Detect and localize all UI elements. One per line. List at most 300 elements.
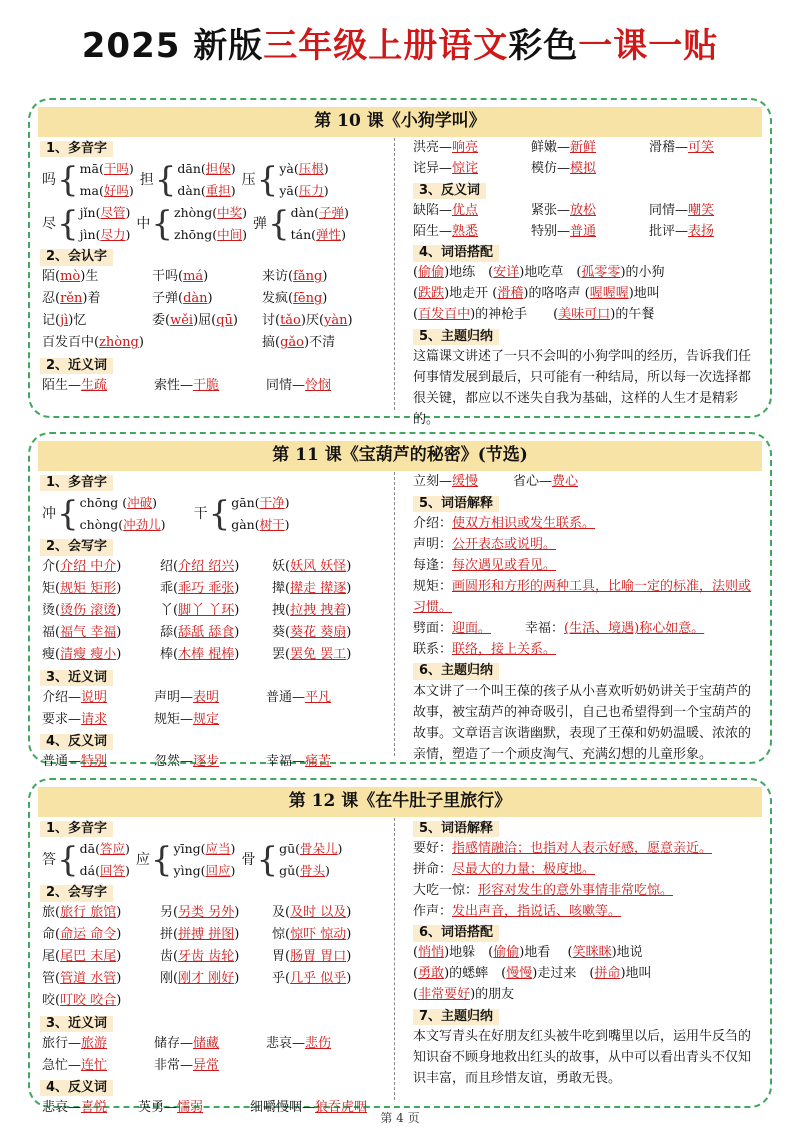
term: 拼命： bbox=[413, 862, 453, 878]
answer-word: 喜悦 bbox=[81, 1099, 108, 1115]
answer-word: 懦弱 bbox=[177, 1099, 204, 1115]
definition: 指感情融洽；也指对人表示好感，愿意亲近。 bbox=[452, 841, 713, 857]
definition: 联络，接上关系。 bbox=[452, 642, 557, 658]
pinyin: ma( bbox=[79, 183, 104, 199]
paren: ) bbox=[160, 517, 166, 533]
answer-word: yàn bbox=[324, 313, 348, 329]
answer-word: 狼吞虎咽 bbox=[315, 1099, 368, 1115]
poly-char: 压 bbox=[241, 171, 256, 188]
example-word: 尽力 bbox=[100, 227, 126, 243]
page-title bbox=[0, 0, 800, 92]
paren: ) bbox=[323, 161, 329, 177]
pair: 规矩—规定 bbox=[154, 711, 220, 727]
poly-char: 答 bbox=[42, 851, 56, 868]
pinyin: yā( bbox=[279, 183, 299, 199]
pair: 悲哀—悲伤 bbox=[266, 1035, 332, 1051]
answer-word: dàn bbox=[183, 291, 208, 307]
grid-cell: 罢(罢免 罢工) bbox=[272, 647, 352, 663]
pair: 滑稽—可笑 bbox=[649, 140, 715, 156]
poly-char: 吗 bbox=[42, 171, 56, 188]
grid-row bbox=[30, 333, 394, 355]
answer-word: 痛苦 bbox=[305, 753, 332, 769]
jy-row bbox=[30, 375, 394, 397]
grid-row bbox=[30, 289, 394, 311]
answer-word: 悄悄 bbox=[418, 944, 445, 960]
answer-word: 跌跌 bbox=[418, 285, 445, 301]
poly-char: 干 bbox=[193, 505, 208, 522]
poly-row bbox=[30, 492, 394, 536]
example-word: 中间 bbox=[217, 227, 243, 243]
term: 劈面： bbox=[413, 621, 453, 637]
answer-word: 特别 bbox=[81, 753, 108, 769]
section-heading: 4、词语搭配 bbox=[413, 245, 499, 261]
answer-word: 可笑 bbox=[688, 140, 715, 156]
section-heading: 2、会认字 bbox=[40, 249, 113, 265]
answer-word: rěn bbox=[60, 291, 83, 307]
pair: 洪亮—响亮 bbox=[413, 140, 479, 156]
pinyin: tán( bbox=[290, 227, 317, 243]
term: 作声： bbox=[413, 904, 453, 920]
grid-cell: 拼(拼搏 拼图) bbox=[160, 927, 240, 943]
paren: ) bbox=[125, 841, 130, 857]
fy-row bbox=[30, 751, 394, 773]
example-word: 担保 bbox=[205, 161, 231, 177]
grid-cell: 胃(肠胃 胃口) bbox=[272, 949, 352, 965]
grid-cell: 乖(乖巧 乖张) bbox=[160, 581, 240, 597]
paren: ) bbox=[125, 227, 131, 243]
poly-group bbox=[253, 202, 349, 246]
poly-char: 尽 bbox=[42, 215, 56, 232]
answer-word: 罢免 罢工 bbox=[290, 647, 347, 663]
pair: 紧张—放松 bbox=[531, 202, 597, 218]
brace-glyph: { bbox=[57, 160, 79, 201]
answer-word: 熟悉 bbox=[452, 223, 479, 239]
poly-row bbox=[30, 838, 394, 882]
answer-word: 命运 命令 bbox=[60, 927, 117, 943]
answer-word: fǎng bbox=[293, 269, 323, 285]
reading-line bbox=[177, 180, 235, 202]
answer-word: 表扬 bbox=[688, 223, 715, 239]
readings bbox=[231, 492, 289, 536]
paren: ) bbox=[341, 227, 346, 243]
section-heading: 5、词语解释 bbox=[413, 496, 499, 512]
grid-cell: 绍(介绍 绍兴) bbox=[160, 559, 240, 575]
definition: 尽最大的力量；极度地。 bbox=[452, 862, 596, 878]
answer-word: 请求 bbox=[81, 711, 108, 727]
grid-cell: 子弹(dàn) bbox=[152, 291, 213, 307]
pinyin: zhòng( bbox=[174, 205, 218, 221]
explanation-item bbox=[403, 859, 770, 880]
answer-word: 舔舐 舔食 bbox=[178, 625, 235, 641]
example-word: 答应 bbox=[99, 841, 125, 857]
reading-line bbox=[174, 860, 236, 882]
explanation-item bbox=[491, 621, 704, 636]
term: 幸福： bbox=[525, 621, 565, 637]
grid-row bbox=[30, 601, 394, 623]
reading-line bbox=[279, 158, 328, 180]
answer-word: 另类 另外 bbox=[178, 905, 235, 921]
grid-cell: 刚(刚才 刚好) bbox=[160, 971, 240, 987]
poly-group bbox=[194, 492, 290, 536]
answer-word: tǎo bbox=[280, 313, 301, 329]
reading-line bbox=[80, 202, 131, 224]
answer-word: 平凡 bbox=[305, 689, 332, 705]
brace-glyph: { bbox=[150, 840, 173, 881]
pair: 陌生—熟悉 bbox=[413, 223, 479, 239]
reading-line bbox=[279, 180, 328, 202]
poly-char: 冲 bbox=[42, 505, 56, 522]
lesson-10-card bbox=[28, 98, 772, 427]
answer-word: 美味可口 bbox=[558, 306, 611, 322]
readings bbox=[291, 202, 349, 246]
pair: 索性—干脆 bbox=[154, 377, 220, 393]
grid-cell: 齿(牙齿 齿轮) bbox=[160, 949, 240, 965]
answer-word: 新鲜 bbox=[570, 140, 597, 156]
definition: 形容对发生的意外事情非常吃惊。 bbox=[478, 883, 674, 899]
reading-line bbox=[174, 202, 247, 224]
section-heading: 3、近义词 bbox=[40, 670, 113, 686]
answer-word: 安详 bbox=[493, 264, 520, 280]
answer-word: 牙齿 齿轮 bbox=[178, 949, 235, 965]
collocation: ( 跌跌 )地走开 ( 滑稽 )的咯咯声 ( 喔喔喔 )地叫 bbox=[413, 285, 660, 301]
answer-word: fēng bbox=[293, 291, 323, 307]
example-word: 重担 bbox=[205, 183, 231, 199]
answer-word: 脚丫 丫环 bbox=[178, 603, 235, 619]
example-word: 回应 bbox=[205, 863, 231, 879]
example-word: 回答 bbox=[99, 863, 125, 879]
answer-word: 非常要好 bbox=[418, 986, 471, 1002]
grid-cell: 葵(葵花 葵扇) bbox=[272, 625, 352, 641]
grid-cell: 咬(叮咬 咬合) bbox=[42, 993, 122, 1009]
section-heading: 6、词语搭配 bbox=[413, 925, 499, 941]
answer-word: 滑稽 bbox=[497, 285, 524, 301]
pair: 诧异—惊诧 bbox=[413, 161, 479, 177]
pinyin: zhōng( bbox=[174, 227, 218, 243]
grid-cell: 棒(木棒 棍棒) bbox=[160, 647, 240, 663]
title-part: 彩色 bbox=[508, 25, 579, 66]
answer-word: 缓慢 bbox=[452, 474, 479, 490]
grid-cell: 旅(旅行 旅馆) bbox=[42, 905, 122, 921]
example-word: 干吗 bbox=[103, 161, 129, 177]
reading-line bbox=[80, 492, 166, 514]
answer-word: 喔喔喔 bbox=[589, 285, 629, 301]
definition: 公开表态或说明。 bbox=[452, 537, 557, 553]
answer-word: 偷偷 bbox=[418, 264, 445, 280]
section-heading: 4、反义词 bbox=[40, 1080, 113, 1096]
answer-word: 妖风 妖怪 bbox=[290, 559, 347, 575]
poly-row bbox=[30, 158, 394, 202]
paren: ) bbox=[242, 205, 247, 221]
poly-char: 担 bbox=[139, 171, 154, 188]
pair: 缺陷—优点 bbox=[413, 202, 479, 218]
jy-row bbox=[30, 709, 394, 731]
poly-char: 应 bbox=[135, 851, 150, 868]
brace-glyph: { bbox=[268, 204, 290, 245]
grid-row bbox=[30, 645, 394, 667]
example-word: 好吗 bbox=[103, 183, 129, 199]
readings bbox=[174, 838, 236, 882]
grid-cell: 忍(rěn)着 bbox=[42, 291, 101, 307]
brace-glyph: { bbox=[57, 840, 79, 881]
pinyin: yìng( bbox=[173, 863, 206, 879]
definition: 迎面。 bbox=[452, 621, 492, 637]
paren: ) bbox=[284, 517, 290, 533]
paren: ) bbox=[325, 863, 330, 879]
answer-word: 介绍 中介 bbox=[60, 559, 117, 575]
poly-group bbox=[242, 158, 329, 202]
grid-cell: 另(另类 另外) bbox=[160, 905, 240, 921]
theme-summary: 这篇课文讲述了一只不会叫的小狗学叫的经历，告诉我们任何事情发展到最后，只可能有一种结局，所以每一次选择都很关键，都应以不迷失自我为基础，这样的人生才是精彩的。 bbox=[413, 348, 752, 427]
definition: 发出声音，指说话、咳嗽等。 bbox=[452, 904, 622, 920]
paren: ) bbox=[323, 183, 329, 199]
grid-cell: 管(管道 水管) bbox=[42, 971, 122, 987]
theme-summary: 本文写青头在好朋友红头被牛吃到嘴里以后，运用牛反刍的知识奋不顾身地救出红头的故事，从中可以看出青头不仅知识丰富，而且珍惜友谊，勇敢无畏。 bbox=[413, 1028, 752, 1086]
answer-word: 几乎 似乎 bbox=[290, 971, 347, 987]
pinyin: dān( bbox=[177, 161, 206, 177]
section-heading: 3、反义词 bbox=[413, 183, 486, 199]
collocation: ( 勇敢 )的蟋蟀 ( 慢慢 )走过来 ( 拼命 )地叫 bbox=[413, 965, 652, 981]
reading-line bbox=[80, 838, 130, 860]
grid-cell: 命(命运 命令) bbox=[42, 927, 122, 943]
answer-word: 普通 bbox=[570, 223, 597, 239]
section-heading: 5、词语解释 bbox=[413, 821, 499, 837]
grid-row bbox=[30, 557, 394, 579]
readings bbox=[177, 158, 235, 202]
pinyin: jǐn( bbox=[79, 205, 101, 221]
term: 每逢： bbox=[413, 558, 453, 574]
brace-glyph: { bbox=[57, 204, 79, 245]
definition: 使双方相识或发生联系。 bbox=[452, 516, 596, 532]
grid-cell: 委(wěi)屈(qū) bbox=[152, 313, 238, 329]
paren: ) bbox=[230, 841, 236, 857]
pinyin: dàn( bbox=[290, 205, 320, 221]
pinyin: gān( bbox=[231, 495, 260, 511]
answer-word: 储藏 bbox=[193, 1035, 220, 1051]
explanation-item bbox=[403, 639, 770, 660]
paren: ) bbox=[125, 863, 130, 879]
explanations bbox=[403, 838, 770, 922]
pair: 英勇—懦弱 bbox=[138, 1099, 204, 1115]
pair: 悲哀—喜悦 bbox=[42, 1099, 108, 1115]
pinyin: gàn( bbox=[231, 517, 260, 533]
paren: ) bbox=[125, 205, 131, 221]
jy-row bbox=[30, 1033, 394, 1055]
answer-word: gǎo bbox=[280, 335, 304, 351]
fy-row bbox=[403, 221, 770, 242]
pinyin: chōng ( bbox=[79, 495, 128, 511]
answer-word: 勇敢 bbox=[418, 965, 445, 981]
poly-group bbox=[42, 202, 130, 246]
pair: 声明—表明 bbox=[154, 689, 220, 705]
hx-grid bbox=[30, 903, 394, 1013]
collocation: ( 偷偷 )地练 ( 安详 )地吃草 ( 孤零零 )的小狗 bbox=[413, 264, 665, 280]
poly-group bbox=[42, 838, 130, 882]
section-heading: 4、反义词 bbox=[40, 734, 113, 750]
reading-line bbox=[80, 158, 134, 180]
explanation-item bbox=[403, 534, 770, 555]
paren: ) bbox=[152, 495, 158, 511]
pair: 忽然—逐步 bbox=[154, 753, 220, 769]
example-word: 尽管 bbox=[100, 205, 126, 221]
definition: 画圆形和方形的两种工具，比喻一定的标准，法则或习惯。 bbox=[413, 579, 752, 616]
pair: 储存—储藏 bbox=[154, 1035, 220, 1051]
readings bbox=[80, 158, 134, 202]
grid-cell: 干吗(má) bbox=[152, 269, 209, 285]
paren: ) bbox=[242, 227, 247, 243]
lesson-11-card bbox=[28, 432, 772, 769]
answer-word: 生疏 bbox=[81, 377, 108, 393]
reading-line bbox=[231, 514, 289, 536]
pinyin: dā( bbox=[79, 841, 100, 857]
pinyin: chòng( bbox=[79, 517, 124, 533]
grid-cell: 矩(规矩 矩形) bbox=[42, 581, 122, 597]
pinyin: gǔ( bbox=[279, 863, 301, 879]
term: 声明： bbox=[413, 537, 453, 553]
brace-glyph: { bbox=[151, 204, 173, 245]
reading-line bbox=[291, 202, 349, 224]
answer-word: 放松 bbox=[570, 202, 597, 218]
pair: 普通—平凡 bbox=[266, 689, 332, 705]
poly-group bbox=[42, 158, 134, 202]
paren: ) bbox=[230, 161, 236, 177]
grid-cell: 福(福气 幸福) bbox=[42, 625, 122, 641]
pair: 立刻—缓慢 bbox=[413, 474, 479, 490]
readings bbox=[80, 838, 130, 882]
explanation-item bbox=[403, 555, 770, 576]
grid-cell: 乎(几乎 似乎) bbox=[272, 971, 352, 987]
answer-word: 干脆 bbox=[193, 377, 220, 393]
term: 联系： bbox=[413, 642, 453, 658]
section-heading: 1、多音字 bbox=[40, 141, 113, 157]
section-heading: 1、多音字 bbox=[40, 475, 113, 491]
example-word: 压力 bbox=[298, 183, 324, 199]
section-heading: 7、主题归纳 bbox=[413, 1009, 499, 1025]
answer-word: 及时 以及 bbox=[290, 905, 347, 921]
poly-group bbox=[42, 492, 166, 536]
pinyin: yà( bbox=[279, 161, 299, 177]
pair: 省心—费心 bbox=[513, 474, 579, 490]
pair: 鲜嫩—新鲜 bbox=[531, 140, 597, 156]
grid-cell: 及(及时 以及) bbox=[272, 905, 352, 921]
brace-glyph: { bbox=[154, 160, 177, 201]
pinyin: jìn( bbox=[79, 227, 101, 243]
reading-line bbox=[80, 180, 134, 202]
pair: 陌生—生疏 bbox=[42, 377, 108, 393]
section-heading: 2、会写字 bbox=[40, 885, 113, 901]
theme-summary: 本文讲了一个叫王葆的孩子从小喜欢听奶奶讲关于宝葫芦的故事，被宝葫芦的神奇吸引，自己也希望得到一个宝葫芦的故事。文章语言诙谐幽默，表现了王葆和奶奶温暖、浓浓的亲情，塑造了一个顽皮淘气、充满幻想的儿童形象。 bbox=[413, 683, 752, 762]
answer-word: 惊吓 惊动 bbox=[290, 927, 347, 943]
poly-row bbox=[30, 202, 394, 246]
grid-cell: 讨(tǎo)厌(yàn) bbox=[262, 313, 353, 329]
term: 介绍： bbox=[413, 516, 453, 532]
jy-row bbox=[30, 1055, 394, 1077]
answer-word: 拼命 bbox=[594, 965, 621, 981]
lesson-12-card bbox=[28, 778, 772, 1115]
reading-line bbox=[291, 224, 349, 246]
grid-cell: 烫(烫伤 滚烫) bbox=[42, 603, 122, 619]
answer-word: jì bbox=[60, 313, 69, 329]
section-heading: 1、多音字 bbox=[40, 821, 113, 837]
explanation-item bbox=[403, 513, 770, 534]
answer-word: 表明 bbox=[193, 689, 220, 705]
answer-word: 叮咬 咬合 bbox=[60, 993, 117, 1009]
readings bbox=[279, 838, 342, 882]
pair: 非常—异常 bbox=[154, 1057, 220, 1073]
grid-cell: 舔(舔舐 舔食) bbox=[160, 625, 240, 641]
pair: 同情—嘲笑 bbox=[649, 202, 715, 218]
example-word: 应当 bbox=[205, 841, 231, 857]
answer-word: 优点 bbox=[452, 202, 479, 218]
example-word: 中奖 bbox=[217, 205, 243, 221]
answer-word: 偷偷 bbox=[493, 944, 520, 960]
pair: 急忙—连忙 bbox=[42, 1057, 108, 1073]
grid-row bbox=[30, 991, 394, 1013]
answer-word: 介绍 绍兴 bbox=[178, 559, 235, 575]
pinyin: mā( bbox=[79, 161, 104, 177]
pair: 细嚼慢咽—狼吞虎咽 bbox=[250, 1099, 368, 1115]
example-word: 冲劲儿 bbox=[123, 517, 161, 533]
pair: 幸福—痛苦 bbox=[266, 753, 332, 769]
explanation-item bbox=[403, 880, 770, 901]
answer-word: 尾巴 末尾 bbox=[60, 949, 117, 965]
answer-word: 慢慢 bbox=[506, 965, 533, 981]
collocation: ( 百发百中 )的神枪手 ( 美味可口 )的午餐 bbox=[413, 306, 655, 322]
readings bbox=[279, 158, 328, 202]
example-word: 骨朵儿 bbox=[300, 841, 338, 857]
jy-row bbox=[30, 687, 394, 709]
answer-word: 惊诧 bbox=[452, 161, 479, 177]
poly-group bbox=[140, 158, 236, 202]
pinyin: dàn( bbox=[177, 183, 206, 199]
example-word: 干净 bbox=[259, 495, 285, 511]
reading-line bbox=[174, 838, 236, 860]
collocation: ( 非常要好 )的朋友 bbox=[413, 986, 515, 1002]
reading-line bbox=[231, 492, 289, 514]
grid-cell: 妖(妖风 妖怪) bbox=[272, 559, 352, 575]
grid-row bbox=[30, 925, 394, 947]
answer-word: 异常 bbox=[193, 1057, 220, 1073]
answer-word: mò bbox=[60, 269, 81, 285]
term: 规矩： bbox=[413, 579, 453, 595]
answer-word: 怜悯 bbox=[305, 377, 332, 393]
reading-line bbox=[174, 224, 247, 246]
title-part-red: 一课一贴 bbox=[578, 25, 719, 66]
answer-word: 悲伤 bbox=[305, 1035, 332, 1051]
answer-word: 笑眯眯 bbox=[572, 944, 612, 960]
grid-cell: 惊(惊吓 惊动) bbox=[272, 927, 352, 943]
answer-word: 规定 bbox=[193, 711, 220, 727]
pair: 普通—特别 bbox=[42, 753, 108, 769]
answer-word: 逐步 bbox=[193, 753, 220, 769]
paren: ) bbox=[337, 841, 343, 857]
example-word: 树干 bbox=[259, 517, 285, 533]
answer-word: 模拟 bbox=[570, 161, 597, 177]
answer-word: 响亮 bbox=[452, 140, 479, 156]
paren: ) bbox=[230, 863, 236, 879]
fy-row bbox=[403, 472, 770, 493]
jy-row bbox=[403, 159, 770, 180]
paren: ) bbox=[284, 495, 290, 511]
example-word: 骨头 bbox=[300, 863, 326, 879]
page-number: 第 4 页 bbox=[380, 1111, 420, 1125]
brace-glyph: { bbox=[208, 494, 231, 535]
readings bbox=[174, 202, 247, 246]
answer-word: 旅游 bbox=[81, 1035, 108, 1051]
poly-group bbox=[241, 838, 342, 882]
explanation-item bbox=[403, 838, 770, 859]
brace-glyph: { bbox=[57, 494, 79, 535]
answer-word: 孤零零 bbox=[581, 264, 621, 280]
